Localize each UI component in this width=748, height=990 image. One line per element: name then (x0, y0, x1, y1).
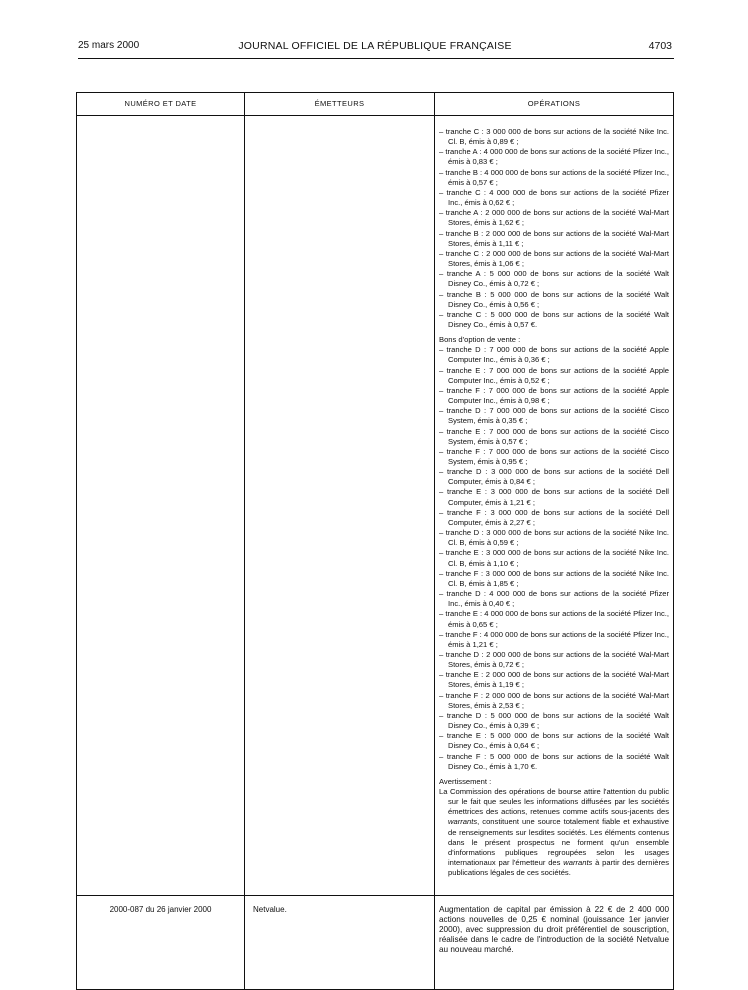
tranche-item: – tranche A : 5 000 000 de bons sur actions de la société Walt Disney Co., émis à 0,72 € ; (439, 269, 669, 289)
tranche-item: – tranche A : 2 000 000 de bons sur actions de la société Wal-Mart Stores, émis à 1,62 € ; (439, 208, 669, 228)
tranche-item: – tranche E : 3 000 000 de bons sur actions de la société Nike Inc. Cl. B, émis à 1,10 € ; (439, 548, 669, 568)
tranche-item: – tranche E : 4 000 000 de bons sur actions de la société Pfizer Inc., émis à 0,65 € ; (439, 609, 669, 629)
row2-issuer: Netvalue. (253, 905, 287, 914)
tranche-item: – tranche F : 3 000 000 de bons sur actions de la société Nike Inc. Cl. B, émis à 1,85 € ; (439, 568, 669, 588)
row-divider (77, 895, 673, 896)
put-heading: Bons d'option de vente : (439, 335, 521, 345)
put-warrant-list (439, 345, 669, 772)
tranche-item: – tranche F : 7 000 000 de bons sur actions de la société Apple Computer Inc., émis à 0,98 € ; (439, 385, 669, 406)
warning-text: à partir des dernières publications légales de ces sociétés. (448, 858, 669, 878)
row2-number-date: 2000-087 du 26 janvier 2000 (109, 905, 212, 914)
header-date: 25 mars 2000 (78, 40, 140, 51)
tranche-item: – tranche F : 5 000 000 de bons sur actions de la société Walt Disney Co., émis à 1,70 €. (439, 751, 669, 771)
warning-heading: Avertissement : (439, 776, 492, 786)
tranche-item: – tranche D : 4 000 000 de bons sur actions de la société Pfizer Inc., émis à 0,40 € ; (439, 589, 669, 609)
row2-operation: Augmentation de capital par émission à 22 € de 2 400 000 actions nouvelles de 0,25 € nominal (jouissance 1er janvier 2000), avec suppression du droit préférentiel de souscription, réalisée dans le cadre de l'introduction de la société Netvalue au nouveau marché. (439, 905, 669, 955)
warning-text: , constituent une source totalement fiable et exhaustive de renseignements sur lesdites sociétés. Les éléments contenus dans le présent prospectus ne forment qu'un ensemble d'informations publiques regroupées selon les usages internationaux par l'émetteur des (448, 817, 669, 868)
warning-text: La Commission des opérations de bourse attire l'attention du public sur le fait que seules les informations diffusées par les sociétés émettrices des actions, retenues comme actifs sous-jacents des (439, 787, 669, 817)
tranche-item: – tranche C : 3 000 000 de bons sur actions de la société Nike Inc. Cl. B, émis à 0,89 € ; (439, 127, 669, 147)
tranche-item: – tranche C : 5 000 000 de bons sur actions de la société Walt Disney Co., émis à 0,57 €. (439, 309, 669, 329)
operations-cell-row1 (439, 127, 669, 878)
warning-italic-term: warrants (563, 858, 593, 868)
tranche-item: – tranche E : 5 000 000 de bons sur actions de la société Walt Disney Co., émis à 0,64 € ; (439, 731, 669, 751)
tranche-item: – tranche E : 7 000 000 de bons sur actions de la société Cisco System, émis à 0,57 € ; (439, 426, 669, 446)
tranche-item: – tranche F : 4 000 000 de bons sur actions de la société Pfizer Inc., émis à 1,21 € ; (439, 629, 669, 649)
tranche-item: – tranche D : 3 000 000 de bons sur actions de la société Dell Computer, émis à 0,84 € ; (439, 467, 669, 487)
header-rule (78, 58, 674, 59)
header-title: JOURNAL OFFICIEL DE LA RÉPUBLIQUE FRANÇAISE (238, 40, 512, 52)
column-header-issuers: ÉMETTEURS (314, 99, 365, 108)
tranche-item: – tranche D : 5 000 000 de bons sur actions de la société Walt Disney Co., émis à 0,39 € ; (439, 710, 669, 731)
warning-italic-term: warrants (448, 817, 478, 827)
warning-paragraph (439, 787, 669, 878)
tranche-item: – tranche D : 3 000 000 de bons sur actions de la société Nike Inc. Cl. B, émis à 0,59 € ; (439, 528, 669, 548)
tranche-item: – tranche E : 3 000 000 de bons sur actions de la société Dell Computer, émis à 1,21 € ; (439, 487, 669, 507)
column-header-operations: OPÉRATIONS (527, 99, 581, 108)
tranche-item: – tranche F : 2 000 000 de bons sur actions de la société Wal-Mart Stores, émis à 2,53 € ; (439, 690, 669, 710)
tranche-item: – tranche E : 7 000 000 de bons sur actions de la société Apple Computer Inc., émis à 0,52 € ; (439, 365, 669, 385)
tranche-item: – tranche F : 7 000 000 de bons sur actions de la société Cisco System, émis à 0,95 € ; (439, 446, 669, 466)
tranche-item: – tranche B : 2 000 000 de bons sur actions de la société Wal-Mart Stores, émis à 1,11 € ; (439, 228, 669, 248)
header-row-divider (77, 115, 673, 116)
tranche-item: – tranche D : 7 000 000 de bons sur actions de la société Cisco System, émis à 0,35 € ; (439, 406, 669, 426)
call-warrant-list (439, 127, 669, 330)
operations-table (76, 92, 674, 990)
column-header-number-date: NUMÉRO ET DATE (124, 99, 197, 108)
tranche-item: – tranche B : 4 000 000 de bons sur actions de la société Pfizer Inc., émis à 0,57 € ; (439, 167, 669, 187)
page-header (78, 40, 672, 56)
column-divider (244, 93, 245, 989)
tranche-item: – tranche F : 3 000 000 de bons sur actions de la société Dell Computer, émis à 2,27 € ; (439, 507, 669, 527)
tranche-item: – tranche C : 2 000 000 de bons sur actions de la société Wal-Mart Stores, émis à 1,06 € ; (439, 248, 669, 269)
tranche-item: – tranche C : 4 000 000 de bons sur actions de la société Pfizer Inc., émis à 0,62 € ; (439, 187, 669, 208)
column-divider (434, 93, 435, 989)
tranche-item: – tranche D : 2 000 000 de bons sur actions de la société Wal-Mart Stores, émis à 0,72 € ; (439, 649, 669, 670)
page-number: 4703 (648, 40, 672, 52)
tranche-item: – tranche B : 5 000 000 de bons sur actions de la société Walt Disney Co., émis à 0,56 € ; (439, 289, 669, 309)
tranche-item: – tranche A : 4 000 000 de bons sur actions de la société Pfizer Inc., émis à 0,83 € ; (439, 147, 669, 167)
tranche-item: – tranche E : 2 000 000 de bons sur actions de la société Wal-Mart Stores, émis à 1,19 € ; (439, 670, 669, 690)
tranche-item: – tranche D : 7 000 000 de bons sur actions de la société Apple Computer Inc., émis à 0,36 € ; (439, 345, 669, 365)
